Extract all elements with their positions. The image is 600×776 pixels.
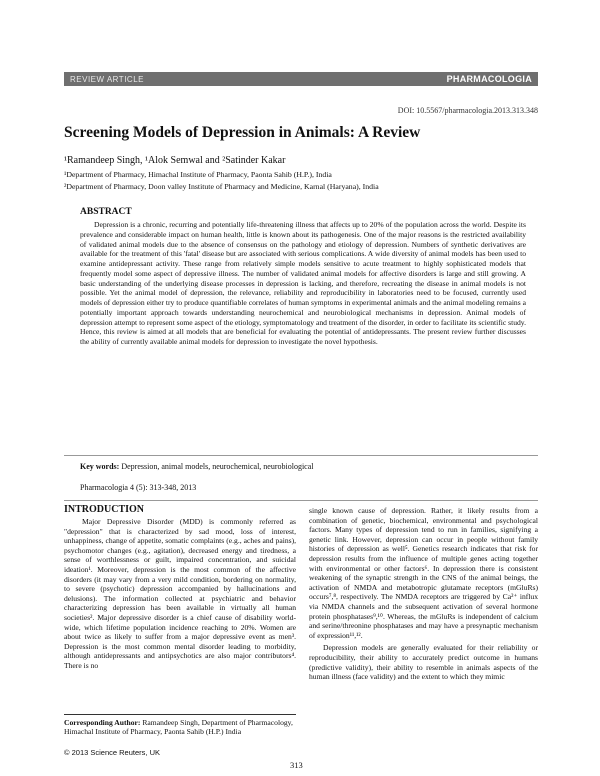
corresponding-label: Corresponding Author: (64, 718, 141, 727)
doi-text: DOI: 10.5567/pharmacologia.2013.313.348 (397, 106, 538, 115)
divider (64, 500, 538, 501)
keywords-label: Key words: (80, 462, 120, 471)
journal-name: PHARMACOLOGIA (446, 74, 532, 84)
affiliation-2: ²Department of Pharmacy, Doon valley Institute of Pharmacy and Medicine, Karnal (Haryana), India (64, 182, 379, 191)
citation: Pharmacologia 4 (5): 313-348, 2013 (80, 483, 197, 492)
journal-header-bar (64, 72, 538, 86)
author-list: ¹Ramandeep Singh, ¹Alok Semwal and ²Satinder Kakar (64, 155, 286, 166)
introduction-heading: INTRODUCTION (64, 504, 145, 515)
divider (64, 455, 538, 456)
abstract-body: Depression is a chronic, recurring and potentially life-threatening illness that affects up to 20% of the population across the world. Despite its prevalence and considerable impact on human health, little is known about its pathogenesis. One of the major reasons is the restricted availability of validated animal models due to the absence of consensus on the pathology and etiology of depression. Numbers of synthetic derivatives are available for the treatment of this 'fatal' disease but are associated with serious complications. A wide diversity of animal models has been used to examine antidepressant activity. These range from relatively simple models sensitive to acute treatment to highly sophisticated models that frequently model some aspect of depressive illness. The number of validated animal models for affective disorders is large and still growing. A basic understanding of the underlying disease processes in depression is lacking, and therefore, recreating the disease in animal models is not possible. Yet the animal model of depression, the relevance, reliability and reproducibility in laboratories need to be focused, currently used models of depression either try to produce quantifiable correlates of human symptoms in experimental animals and the animal modeling remains a potentially important approach towards understanding neurochemical and neurobiological mechanisms in depression. Animal models of depression attempt to represent some aspect of the etiology, symptomatology and treatment of the disorder, in order to facilitate its scientific study. Hence, this review is aimed at all models that are beneficial for evaluating the potential of antidepressants. The present review further discusses the ability of currently available animal models for depression to investigate the novel hypothesis. (80, 220, 526, 346)
right-column (309, 506, 538, 682)
copyright: © 2013 Science Reuters, UK (64, 748, 160, 757)
intro-paragraph: single known cause of depression. Rather, it likely results from a combination of genetic, biochemical, environmental and psychological factors. Many types of depression tend to run in families, signifying a genetic link. However, depression can occur in people without family histories of depression as well⁵. Genetics research indicates that risk for depression results from the influence of multiple genes acting together with environmental or other factors⁶. In depression there is consistent weakening of the synaptic strength in the CNS of the animal beings, the activation of NMDA and metabotropic glutamate receptors (mGluRs) occurs⁷,⁸, respectively. The NMDA receptors are triggered by Ca²⁺ influx via NMDA channels and the subsequent activation of several hormone protein phosphatases⁹,¹⁰. Whereas, the mGluRs is independent of calcium and serine/threonine phosphatases and may have a presynaptic mechanism of expression¹¹,¹². (309, 506, 538, 640)
left-column (64, 517, 296, 671)
intro-paragraph: Depression models are generally evaluated for their reliability or reproducibility, their ability to accurately predict outcome in humans (predictive validity), their ability to resemble in animals aspects of the human illness (face validity) and the extent to which they mimic (309, 643, 538, 682)
keywords (80, 462, 526, 471)
corresponding-text: Ramandeep Singh, Department of Pharmacology, Himachal Institute of Pharmacy, Paonta Sahib (H.P.) India (64, 718, 293, 736)
corresponding-author (64, 714, 296, 736)
affiliation-1: ¹Department of Pharmacy, Himachal Institute of Pharmacy, Paonta Sahib (H.P.), India (64, 170, 332, 179)
article-type-label: REVIEW ARTICLE (70, 74, 144, 84)
keywords-text: Depression, animal models, neurochemical, neurobiological (121, 462, 314, 471)
page-number: 313 (290, 760, 303, 770)
intro-paragraph: Major Depressive Disorder (MDD) is commonly referred as "depression" that is characterized by sad mood, loss of interest, unhappiness, change of appetite, somatic complaints (e.g., aches and pains), psychomotor changes (e.g., agitation), decreased energy and tiredness, a sense of worthlessness or guilt, impaired concentration, and suicidal ideation¹. Moreover, depression is the most common of the affective disorders (it may vary from a very mild condition, bordering on normality, to severe (psychotic) depression accompanied by hallucinations and delusions). The information collected at psychiatric and behavior characterizing depression has been available in virtually all human societies². Major depressive disorder is a chief cause of disability world-wide, which lifetime population incidence reaching to 20%. Women are about twice as likely to suffer from a major depressive event as men³. Depression is the most common mental disorder leading to morbidity, although antidepressants and antipsychotics are also major contributors⁴. There is no (64, 517, 296, 670)
abstract-heading: ABSTRACT (80, 207, 132, 217)
paper-title: Screening Models of Depression in Animals: A Review (64, 124, 421, 141)
